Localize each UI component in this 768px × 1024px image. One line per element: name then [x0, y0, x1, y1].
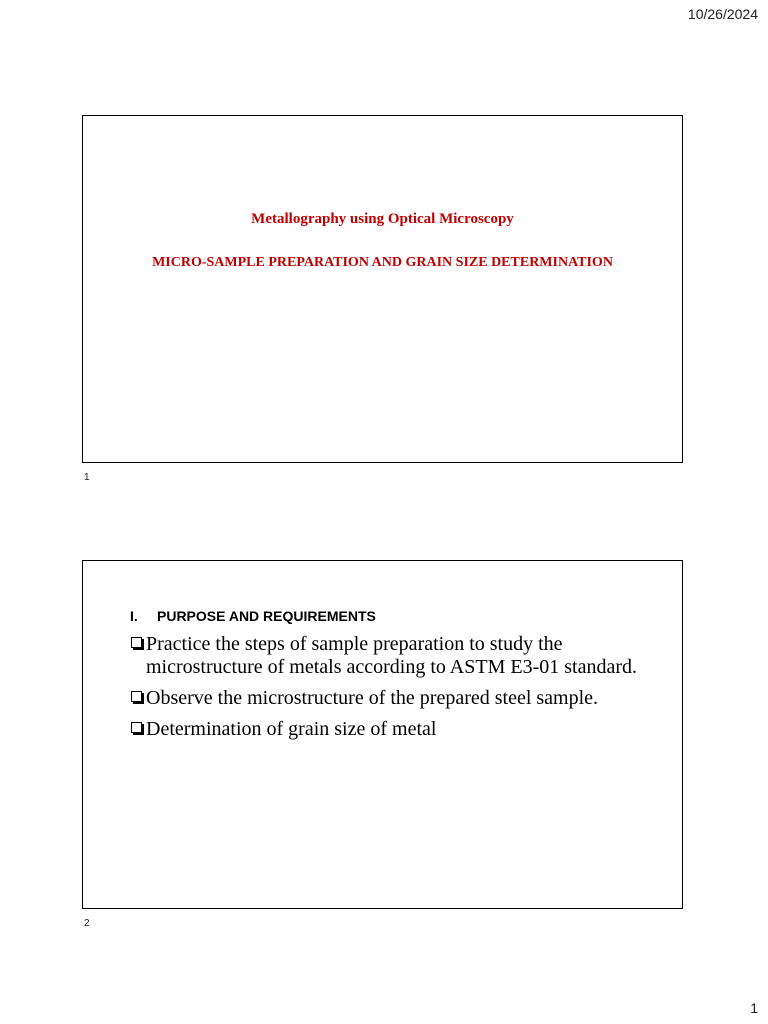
bullet-text: Determination of grain size of metal — [146, 718, 437, 740]
page-number: 1 — [750, 1000, 758, 1016]
slide-1 — [82, 115, 683, 463]
bullet-text: Observe the microstructure of the prepared steel sample. — [146, 687, 599, 709]
checkbox-square-icon — [131, 637, 142, 648]
slide-1-title: Metallography using Optical Microscopy — [251, 211, 514, 227]
slide-2-heading — [130, 608, 376, 624]
print-date: 10/26/2024 — [687, 6, 758, 22]
slide-1-subtitle: MICRO-SAMPLE PREPARATION AND GRAIN SIZE DETERMINATION — [152, 255, 613, 270]
checkbox-square-icon — [131, 722, 142, 733]
slide-2-number: 2 — [84, 918, 90, 929]
slide-1-number: 1 — [84, 472, 90, 483]
list-item — [131, 718, 651, 741]
slide-2-bullet-list — [131, 633, 651, 749]
list-item — [131, 633, 651, 679]
slide-2-heading-text: PURPOSE AND REQUIREMENTS — [157, 608, 376, 624]
checkbox-square-icon — [131, 691, 142, 702]
bullet-text: Practice the steps of sample preparation to study the microstructure of metals according to ASTM E3-01 standard. — [146, 633, 637, 678]
list-item — [131, 687, 651, 710]
slide-2 — [82, 560, 683, 909]
slide-2-heading-number: I. — [130, 608, 138, 624]
